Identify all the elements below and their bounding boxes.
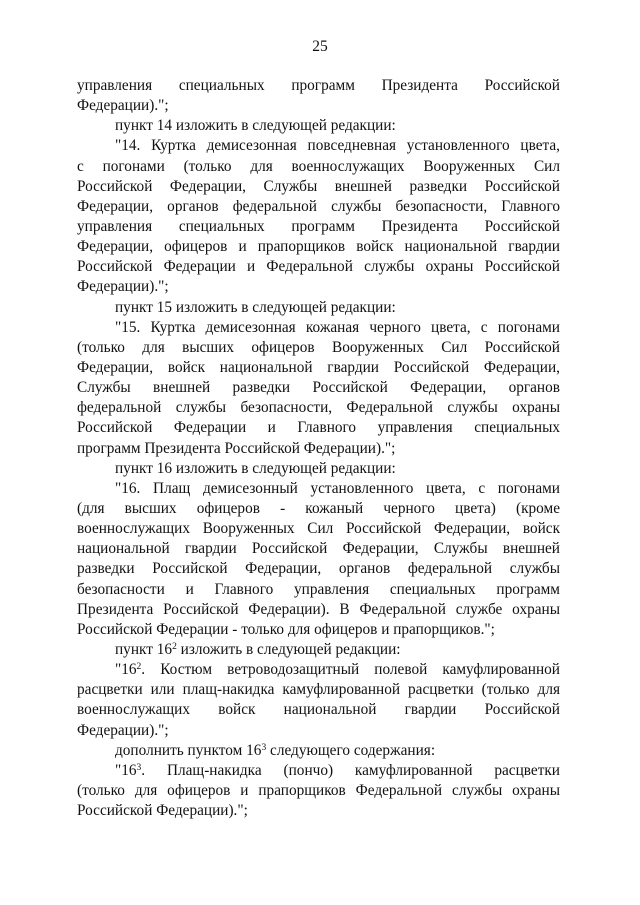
text-line bbox=[77, 378, 560, 398]
line-text: Российской Федерации, Службы внешней разведки Российской bbox=[77, 177, 560, 195]
line-text: Федерации)."; bbox=[77, 97, 169, 115]
line-text: (только для офицеров и прапорщиков Федеральной службы охраны bbox=[77, 781, 560, 799]
text-line bbox=[77, 237, 560, 257]
text-line bbox=[77, 358, 560, 378]
line-text-continued: . Плащ-накидка (пончо) камуфлированной расцветки bbox=[141, 761, 560, 779]
text-line bbox=[77, 439, 560, 459]
line-text: Службы внешней разведки Российской Федерации, органов bbox=[77, 379, 560, 397]
line-text: Российской Федерации и Федеральной службы охраны Российской bbox=[77, 258, 560, 276]
text-line bbox=[77, 761, 560, 781]
line-text: управления специальных программ Президента Российской bbox=[77, 217, 560, 235]
line-text: пункт 14 изложить в следующей редакции: bbox=[115, 117, 396, 135]
text-line bbox=[77, 277, 560, 297]
line-text: расцветки или плащ-накидка камуфлированной расцветки (только для bbox=[77, 681, 560, 699]
line-text: пункт 16 изложить в следующей редакции: bbox=[115, 459, 396, 477]
text-line bbox=[77, 559, 560, 579]
text-line bbox=[77, 418, 560, 438]
line-text: Федерации)."; bbox=[77, 721, 169, 739]
text-line bbox=[77, 459, 560, 479]
text-line bbox=[77, 217, 560, 237]
line-text-continued: изложить в следующей редакции: bbox=[176, 640, 401, 658]
superscript: 2 bbox=[136, 662, 142, 673]
line-text: национальной гвардии Российской Федерации, Службы внешней bbox=[77, 540, 560, 558]
text-line bbox=[77, 338, 560, 358]
text-line bbox=[77, 136, 560, 156]
line-text: "16 bbox=[115, 761, 137, 779]
text-line bbox=[77, 680, 560, 700]
text-line bbox=[77, 479, 560, 499]
text-line bbox=[77, 318, 560, 338]
text-line bbox=[77, 96, 560, 116]
text-line bbox=[77, 519, 560, 539]
superscript: 3 bbox=[136, 762, 142, 773]
text-line bbox=[77, 700, 560, 720]
text-line bbox=[77, 257, 560, 277]
document-body bbox=[77, 76, 560, 821]
text-line bbox=[77, 76, 560, 96]
text-line bbox=[77, 197, 560, 217]
text-line bbox=[77, 298, 560, 318]
text-line bbox=[77, 539, 560, 559]
line-text: военнослужащих Вооруженных Сил Российской Федерации, войск bbox=[77, 520, 560, 538]
text-line bbox=[77, 398, 560, 418]
superscript: 2 bbox=[172, 641, 177, 652]
line-text: Федерации, органов федеральной службы безопасности, Главного bbox=[77, 197, 560, 215]
page-number: 25 bbox=[312, 38, 328, 55]
text-line bbox=[77, 620, 560, 640]
line-text: управления специальных программ Президента Российской bbox=[77, 77, 560, 94]
line-text: Российской Федерации)."; bbox=[77, 802, 248, 820]
text-line bbox=[77, 640, 560, 660]
line-text: "15. Куртка демисезонная кожаная черного цвета, с погонами bbox=[115, 318, 560, 336]
text-line bbox=[77, 580, 560, 600]
line-text: федеральной службы безопасности, Федеральной службы охраны bbox=[77, 399, 560, 417]
line-text: пункт 15 изложить в следующей редакции: bbox=[115, 298, 396, 316]
line-text: Российской Федерации и Главного управления специальных bbox=[77, 419, 560, 437]
line-text: военнослужащих войск национальной гвардии Российской bbox=[77, 701, 560, 719]
text-line bbox=[77, 177, 560, 197]
text-line bbox=[77, 721, 560, 741]
line-text: дополнить пунктом 16 bbox=[115, 741, 262, 759]
line-text: (только для высших офицеров Вооруженных Сил Российской bbox=[77, 338, 560, 356]
line-text: Федерации, офицеров и прапорщиков войск национальной гвардии bbox=[77, 238, 560, 256]
text-line bbox=[77, 660, 560, 680]
line-text: (для высших офицеров - кожаный черного цвета) (кроме bbox=[77, 499, 560, 517]
line-text: Президента Российской Федерации). В Федеральной службе охраны bbox=[77, 600, 560, 618]
line-text: пункт 16 bbox=[115, 640, 173, 658]
text-line bbox=[77, 499, 560, 519]
text-line bbox=[77, 801, 560, 821]
line-text: программ Президента Российской Федерации)."; bbox=[77, 439, 396, 457]
line-text: "16. Плащ демисезонный установленного цвета, с погонами bbox=[115, 479, 560, 497]
text-line bbox=[77, 116, 560, 136]
text-line bbox=[77, 600, 560, 620]
line-text: Федерации)."; bbox=[77, 278, 169, 296]
line-text: Федерации, войск национальной гвардии Российской Федерации, bbox=[77, 358, 560, 376]
line-text-continued: . Костюм ветроводозащитный полевой камуфлированной bbox=[141, 661, 560, 679]
text-line bbox=[77, 741, 560, 761]
line-text: разведки Российской Федерации, органов федеральной службы bbox=[77, 560, 560, 578]
line-text: "16 bbox=[115, 661, 137, 679]
line-text: с погонами (только для военнослужащих Вооруженных Сил bbox=[77, 157, 560, 175]
text-line bbox=[77, 781, 560, 801]
text-line bbox=[77, 157, 560, 177]
line-text: безопасности и Главного управления специальных программ bbox=[77, 580, 560, 598]
line-text-continued: следующего содержания: bbox=[266, 741, 436, 759]
line-text: "14. Куртка демисезонная повседневная установленного цвета, bbox=[115, 137, 560, 155]
line-text: Российской Федерации - только для офицеров и прапорщиков."; bbox=[77, 620, 495, 638]
superscript: 3 bbox=[261, 742, 267, 753]
